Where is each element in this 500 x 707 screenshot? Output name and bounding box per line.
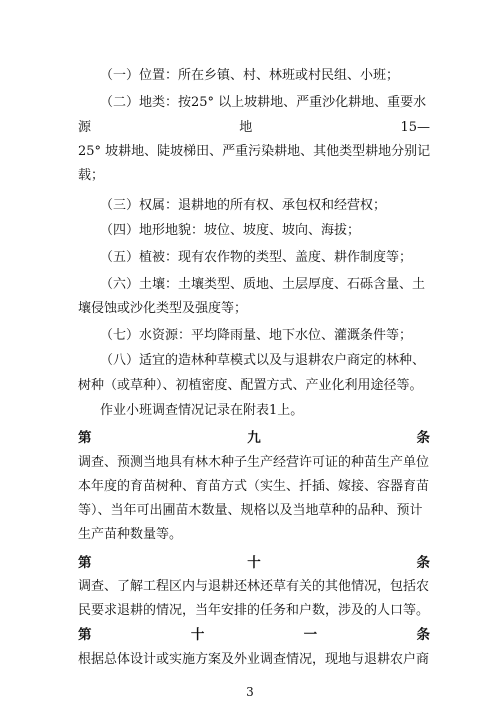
spread-line (78, 118, 430, 138)
page-number: 3 (246, 685, 254, 699)
text-line: （四）地形地貌：坡位、坡度、坡向、海拔； (100, 223, 361, 238)
heading-char: 条 (416, 430, 430, 446)
spread-word: 15— (400, 120, 430, 135)
text-line: 等）、当年可出圃苗木数量、规格以及当地草种的品种、预计 (78, 503, 423, 518)
text-line: 调查、预测当地具有林木种子生产经营许可证的种苗生产单位 (78, 455, 430, 470)
text-line: 树种（或草种）、初植密度、配置方式、产业化利用途径等。 (78, 378, 423, 393)
heading-char: 第 (78, 430, 92, 446)
heading-char: 十 (247, 555, 261, 571)
text-line: （五）植被：现有农作物的类型、盖度、耕作制度等； (100, 250, 413, 265)
text-line: 载； (78, 168, 105, 183)
heading-char: 第 (78, 555, 92, 571)
heading-char: 九 (247, 430, 261, 446)
spread-word: 地 (239, 120, 253, 135)
text-line: 作业小班调查情况记录在附表1上。 (100, 403, 304, 418)
article-heading-11 (78, 625, 430, 645)
article-heading-10 (78, 553, 430, 573)
text-line: （二）地类：按25° 以上坡耕地、严重沙化耕地、重要水 (100, 95, 427, 110)
heading-char: 第 (78, 627, 92, 643)
text-line: 壤侵蚀或沙化类型及强度等； (78, 301, 248, 316)
text-line: 本年度的育苗树种、育苗方式（实生、扦插、嫁接、容器育苗 (78, 479, 430, 494)
heading-char: 一 (303, 627, 318, 643)
article-heading-9 (78, 428, 430, 448)
text-line: 根据总体设计或实施方案及外业调查情况，现地与退耕农户商 (78, 652, 430, 667)
text-line: （一）位置：所在乡镇、村、林班或村民组、小班； (100, 68, 400, 83)
text-line: 生产苗种数量等。 (78, 527, 183, 542)
heading-char: 十 (190, 627, 205, 643)
heading-char: 条 (416, 555, 430, 571)
text-line: 调查、了解工程区内与退耕还林还草有关的其他情况，包括农 (78, 579, 430, 594)
heading-char: 条 (416, 627, 430, 643)
text-line: （八）适宜的造林种草模式以及与退耕农户商定的林种、 (100, 353, 426, 368)
text-line: （七）水资源：平均降雨量、地下水位、灌溉条件等； (100, 328, 413, 343)
text-line: 民要求退耕的情况，当年安排的任务和户数，涉及的人口等。 (78, 603, 430, 618)
spread-word: 源 (78, 120, 92, 135)
text-line: （六）土壤：土壤类型、质地、土层厚度、石砾含量、土 (100, 277, 426, 292)
text-line: （三）权属：退耕地的所有权、承包权和经营权； (100, 198, 387, 213)
text-line: 25° 坡耕地、陡坡梯田、严重污染耕地、其他类型耕地分别记 (78, 144, 430, 159)
